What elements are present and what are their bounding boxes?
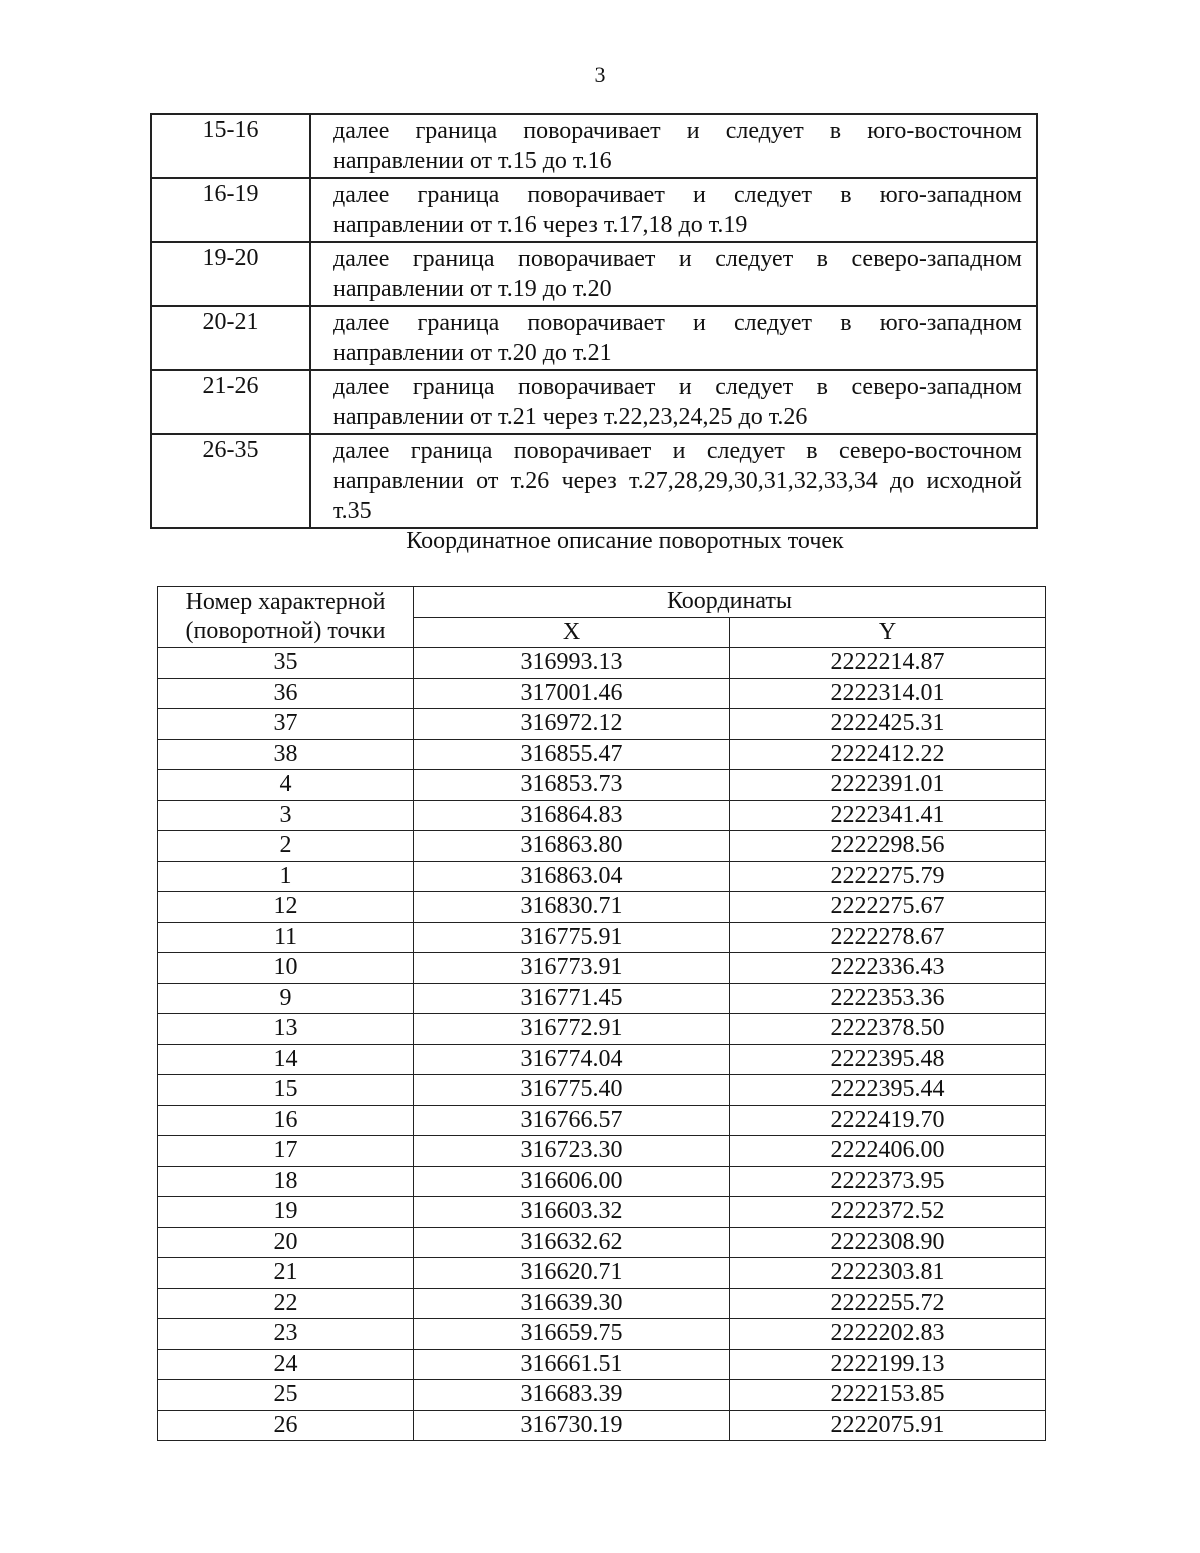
segment-description: далее граница поворачивает и следует в юго-западном направлении от т.16 через т.17,18 до т.19 bbox=[310, 178, 1037, 242]
boundary-row bbox=[151, 178, 1037, 242]
y-coordinate-cell: 2222275.67 bbox=[730, 892, 1046, 923]
segment-description: далее граница поворачивает и следует в юго-восточном направлении от т.15 до т.16 bbox=[310, 114, 1037, 178]
table-row bbox=[158, 861, 1046, 892]
x-coordinate-cell: 316606.00 bbox=[414, 1166, 730, 1197]
point-number-cell: 21 bbox=[158, 1258, 414, 1289]
x-coordinate-cell: 316972.12 bbox=[414, 709, 730, 740]
x-coordinate-cell: 316775.91 bbox=[414, 922, 730, 953]
point-number-cell: 1 bbox=[158, 861, 414, 892]
table-row bbox=[158, 1136, 1046, 1167]
table-row bbox=[158, 1044, 1046, 1075]
x-coordinate-cell: 316864.83 bbox=[414, 800, 730, 831]
point-number-cell: 35 bbox=[158, 648, 414, 679]
x-coordinate-cell: 316775.40 bbox=[414, 1075, 730, 1106]
y-coordinate-cell: 2222275.79 bbox=[730, 861, 1046, 892]
x-coordinate-cell: 316659.75 bbox=[414, 1319, 730, 1350]
segment-range: 26-35 bbox=[151, 434, 310, 528]
y-coordinate-cell: 2222314.01 bbox=[730, 678, 1046, 709]
segment-range: 19-20 bbox=[151, 242, 310, 306]
y-coordinate-cell: 2222255.72 bbox=[730, 1288, 1046, 1319]
segment-description: далее граница поворачивает и следует в северо-восточном направлении от т.26 через т.27,28,29,30,31,32,33,34 до исходной т.35 bbox=[310, 434, 1037, 528]
coordinates-table-body bbox=[158, 648, 1046, 1441]
y-coordinate-cell: 2222373.95 bbox=[730, 1166, 1046, 1197]
table-row bbox=[158, 800, 1046, 831]
x-coordinate-cell: 316772.91 bbox=[414, 1014, 730, 1045]
table-row bbox=[158, 983, 1046, 1014]
table-row bbox=[158, 831, 1046, 862]
table-row bbox=[158, 1258, 1046, 1289]
segment-range: 21-26 bbox=[151, 370, 310, 434]
coordinates-table bbox=[157, 586, 1046, 1441]
point-number-cell: 22 bbox=[158, 1288, 414, 1319]
point-number-cell: 13 bbox=[158, 1014, 414, 1045]
table-row bbox=[158, 709, 1046, 740]
point-number-cell: 26 bbox=[158, 1410, 414, 1441]
y-coordinate-cell: 2222395.48 bbox=[730, 1044, 1046, 1075]
table-row bbox=[158, 1380, 1046, 1411]
y-coordinate-cell: 2222202.83 bbox=[730, 1319, 1046, 1350]
table-row bbox=[158, 1105, 1046, 1136]
point-number-cell: 25 bbox=[158, 1380, 414, 1411]
x-coordinate-cell: 316993.13 bbox=[414, 648, 730, 679]
point-number-cell: 23 bbox=[158, 1319, 414, 1350]
segment-description: далее граница поворачивает и следует в северо-западном направлении от т.21 через т.22,23,24,25 до т.26 bbox=[310, 370, 1037, 434]
x-coordinate-cell: 316774.04 bbox=[414, 1044, 730, 1075]
point-number-cell: 10 bbox=[158, 953, 414, 984]
x-coordinate-cell: 316863.04 bbox=[414, 861, 730, 892]
y-coordinate-cell: 2222308.90 bbox=[730, 1227, 1046, 1258]
point-number-cell: 20 bbox=[158, 1227, 414, 1258]
y-column-header: Y bbox=[730, 617, 1046, 648]
boundary-row bbox=[151, 242, 1037, 306]
boundary-description-table bbox=[150, 113, 1038, 529]
y-coordinate-cell: 2222199.13 bbox=[730, 1349, 1046, 1380]
point-number-header: Номер характерной (поворотной) точки bbox=[158, 587, 414, 648]
table-row bbox=[158, 892, 1046, 923]
table-row bbox=[158, 1014, 1046, 1045]
table-row bbox=[158, 953, 1046, 984]
y-coordinate-cell: 2222336.43 bbox=[730, 953, 1046, 984]
segment-description: далее граница поворачивает и следует в юго-западном направлении от т.20 до т.21 bbox=[310, 306, 1037, 370]
segment-range: 16-19 bbox=[151, 178, 310, 242]
y-coordinate-cell: 2222214.87 bbox=[730, 648, 1046, 679]
y-coordinate-cell: 2222406.00 bbox=[730, 1136, 1046, 1167]
x-coordinate-cell: 316766.57 bbox=[414, 1105, 730, 1136]
boundary-row bbox=[151, 306, 1037, 370]
point-number-cell: 36 bbox=[158, 678, 414, 709]
y-coordinate-cell: 2222353.36 bbox=[730, 983, 1046, 1014]
point-number-cell: 4 bbox=[158, 770, 414, 801]
point-number-cell: 18 bbox=[158, 1166, 414, 1197]
table-row bbox=[158, 770, 1046, 801]
section-title: Координатное описание поворотных точек bbox=[406, 528, 844, 554]
y-coordinate-cell: 2222412.22 bbox=[730, 739, 1046, 770]
y-coordinate-cell: 2222395.44 bbox=[730, 1075, 1046, 1106]
boundary-row bbox=[151, 114, 1037, 178]
x-column-header: X bbox=[414, 617, 730, 648]
x-coordinate-cell: 316632.62 bbox=[414, 1227, 730, 1258]
x-coordinate-cell: 316853.73 bbox=[414, 770, 730, 801]
boundary-description-body bbox=[151, 114, 1037, 528]
boundary-row bbox=[151, 370, 1037, 434]
table-row bbox=[158, 648, 1046, 679]
table-row bbox=[158, 1075, 1046, 1106]
table-row bbox=[158, 1197, 1046, 1228]
point-number-cell: 38 bbox=[158, 739, 414, 770]
boundary-row bbox=[151, 434, 1037, 528]
x-coordinate-cell: 316661.51 bbox=[414, 1349, 730, 1380]
point-number-cell: 14 bbox=[158, 1044, 414, 1075]
table-row bbox=[158, 922, 1046, 953]
y-coordinate-cell: 2222419.70 bbox=[730, 1105, 1046, 1136]
y-coordinate-cell: 2222372.52 bbox=[730, 1197, 1046, 1228]
y-coordinate-cell: 2222298.56 bbox=[730, 831, 1046, 862]
table-row bbox=[158, 739, 1046, 770]
x-coordinate-cell: 316620.71 bbox=[414, 1258, 730, 1289]
x-coordinate-cell: 316723.30 bbox=[414, 1136, 730, 1167]
table-row bbox=[158, 1319, 1046, 1350]
page-number: 3 bbox=[594, 62, 606, 87]
y-coordinate-cell: 2222303.81 bbox=[730, 1258, 1046, 1289]
x-coordinate-cell: 316730.19 bbox=[414, 1410, 730, 1441]
y-coordinate-cell: 2222425.31 bbox=[730, 709, 1046, 740]
point-number-cell: 11 bbox=[158, 922, 414, 953]
x-coordinate-cell: 316603.32 bbox=[414, 1197, 730, 1228]
table-row bbox=[158, 1166, 1046, 1197]
point-number-cell: 24 bbox=[158, 1349, 414, 1380]
y-coordinate-cell: 2222278.67 bbox=[730, 922, 1046, 953]
x-coordinate-cell: 316683.39 bbox=[414, 1380, 730, 1411]
y-coordinate-cell: 2222378.50 bbox=[730, 1014, 1046, 1045]
coordinates-table-header bbox=[158, 587, 1046, 648]
table-row bbox=[158, 1288, 1046, 1319]
point-number-cell: 17 bbox=[158, 1136, 414, 1167]
segment-description: далее граница поворачивает и следует в северо-западном направлении от т.19 до т.20 bbox=[310, 242, 1037, 306]
table-row bbox=[158, 1410, 1046, 1441]
segment-range: 20-21 bbox=[151, 306, 310, 370]
point-number-cell: 3 bbox=[158, 800, 414, 831]
point-number-cell: 16 bbox=[158, 1105, 414, 1136]
table-row bbox=[158, 1349, 1046, 1380]
point-number-cell: 2 bbox=[158, 831, 414, 862]
y-coordinate-cell: 2222341.41 bbox=[730, 800, 1046, 831]
point-number-cell: 19 bbox=[158, 1197, 414, 1228]
segment-range: 15-16 bbox=[151, 114, 310, 178]
coordinates-header: Координаты bbox=[414, 587, 1046, 618]
x-coordinate-cell: 317001.46 bbox=[414, 678, 730, 709]
table-row bbox=[158, 678, 1046, 709]
y-coordinate-cell: 2222075.91 bbox=[730, 1410, 1046, 1441]
x-coordinate-cell: 316773.91 bbox=[414, 953, 730, 984]
table-row bbox=[158, 1227, 1046, 1258]
point-number-cell: 12 bbox=[158, 892, 414, 923]
y-coordinate-cell: 2222391.01 bbox=[730, 770, 1046, 801]
x-coordinate-cell: 316771.45 bbox=[414, 983, 730, 1014]
point-number-cell: 9 bbox=[158, 983, 414, 1014]
point-number-cell: 15 bbox=[158, 1075, 414, 1106]
x-coordinate-cell: 316830.71 bbox=[414, 892, 730, 923]
point-number-cell: 37 bbox=[158, 709, 414, 740]
x-coordinate-cell: 316863.80 bbox=[414, 831, 730, 862]
x-coordinate-cell: 316855.47 bbox=[414, 739, 730, 770]
y-coordinate-cell: 2222153.85 bbox=[730, 1380, 1046, 1411]
x-coordinate-cell: 316639.30 bbox=[414, 1288, 730, 1319]
